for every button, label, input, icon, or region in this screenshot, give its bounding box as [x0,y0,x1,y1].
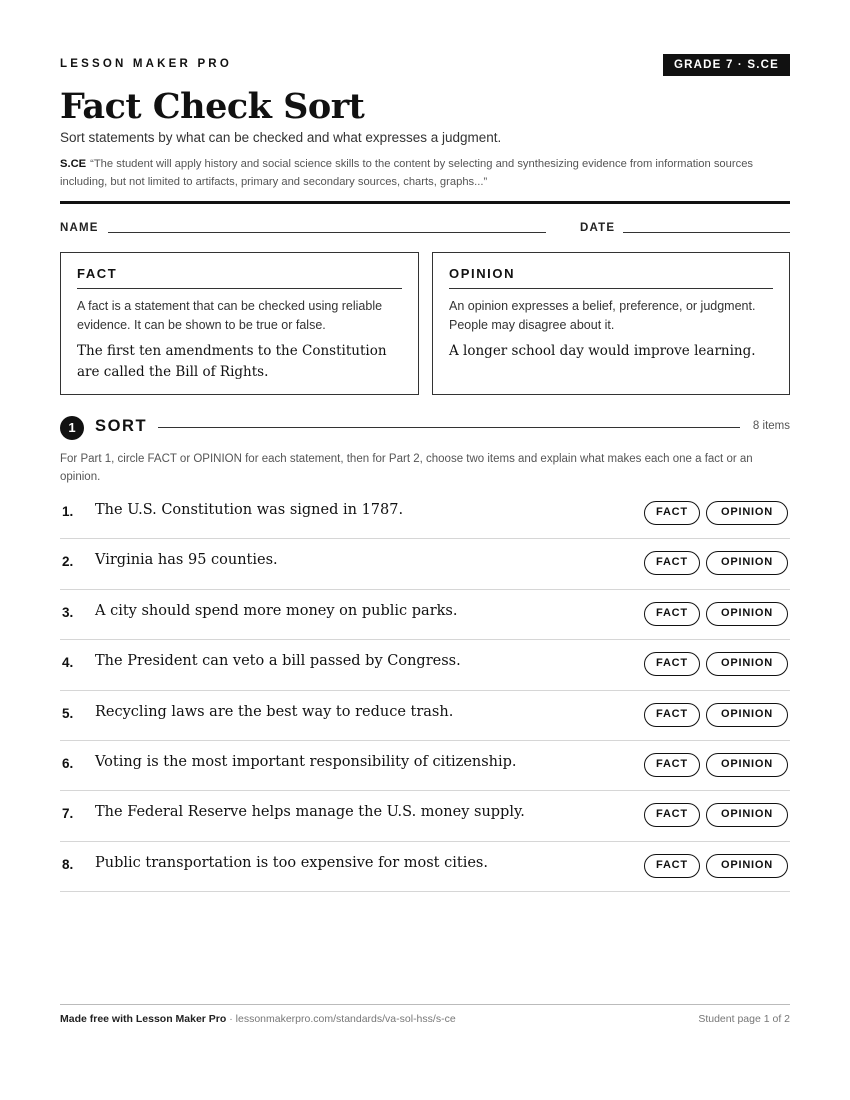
opinion-choice-button[interactable]: OPINION [706,602,788,626]
date-label: DATE [580,222,616,234]
fact-heading: FACT [77,266,402,289]
fact-choice-button[interactable]: FACT [644,753,700,777]
statement-item [60,741,790,791]
page-title: Fact Check Sort [60,86,365,127]
worksheet-page [60,0,790,1100]
name-field[interactable] [108,232,546,233]
statement-number: 4. [62,655,74,671]
statement-list [60,489,790,892]
header-divider [60,201,790,204]
section-number-badge: 1 [60,416,84,440]
opinion-choice-button[interactable]: OPINION [706,753,788,777]
date-field[interactable] [623,232,790,233]
statement-number: 1. [62,504,74,519]
grade-badge: GRADE 7 · S.CE [663,54,790,76]
standard-statement [60,156,790,191]
fact-choice-button[interactable]: FACT [644,803,700,827]
statement-number: 3. [62,604,74,620]
statement-number: 5. [62,705,74,721]
opinion-choice-button[interactable]: OPINION [706,501,788,525]
fact-definition-box [60,252,419,395]
footer-credit [60,1013,456,1025]
statement-number: 6. [62,755,74,771]
statement-text: Public transportation is too expensive for most cities. [95,854,488,871]
opinion-example: A longer school day would improve learning. [449,343,756,359]
statement-text: The U.S. Constitution was signed in 1787. [95,502,404,518]
name-date-row [60,222,790,236]
opinion-choice-button[interactable]: OPINION [706,703,788,727]
fact-definition: A fact is a statement that can be checked using reliable evidence. It can be shown to be true or false. [77,299,383,332]
fact-choice-button[interactable]: FACT [644,551,700,575]
opinion-definition-box [432,252,790,395]
statement-text: The Federal Reserve helps manage the U.S. money supply. [95,804,525,821]
name-label: NAME [60,222,99,234]
section-header [60,416,790,440]
statement-text: Voting is the most important responsibility of citizenship. [95,753,517,770]
standard-code: S.CE [60,158,87,170]
statement-number: 2. [62,554,74,570]
statement-number: 8. [62,856,74,872]
opinion-definition: An opinion expresses a belief, preference, or judgment. People may disagree about it. [449,299,756,332]
opinion-choice-button[interactable]: OPINION [706,854,788,878]
opinion-heading: OPINION [449,266,773,289]
statement-item [60,791,790,841]
footer-made-with: Made free with Lesson Maker Pro [60,1013,227,1025]
statement-item [60,489,790,539]
opinion-choice-button[interactable]: OPINION [706,803,788,827]
statement-text: Virginia has 95 counties. [95,552,278,569]
statement-item [60,842,790,892]
fact-choice-button[interactable]: FACT [644,703,700,727]
section-instructions: For Part 1, circle FACT or OPINION for each statement, then for Part 2, choose two items and explain what makes each one a fact or an opinion. [60,453,753,483]
opinion-choice-button[interactable]: OPINION [706,652,788,676]
footer-page-number: Student page 1 of 2 [698,1013,790,1025]
fact-example: The first ten amendments to the Constitution are called the Bill of Rights. [77,343,387,380]
statement-item [60,691,790,741]
footer-divider [60,1004,790,1005]
statement-text: The President can veto a bill passed by Congress. [95,653,461,670]
section-title: SORT [95,417,148,435]
footer-separator: · [226,1013,236,1025]
fact-choice-button[interactable]: FACT [644,854,700,878]
fact-choice-button[interactable]: FACT [644,652,700,676]
opinion-choice-button[interactable]: OPINION [706,551,788,575]
fact-choice-button[interactable]: FACT [644,602,700,626]
brand-name: LESSON MAKER PRO [60,58,232,70]
statement-item [60,539,790,589]
page-subtitle: Sort statements by what can be checked and what expresses a judgment. [60,130,502,145]
statement-text: Recycling laws are the best way to reduce trash. [95,703,454,720]
item-count: 8 items [752,420,790,432]
statement-text: A city should spend more money on public parks. [95,602,458,619]
footer-url[interactable]: lessonmakerpro.com/standards/va-sol-hss/s-ce [235,1013,456,1025]
standard-text: “The student will apply history and social science skills to the content by selecting and synthesizing evidence from information sources including, but not limited to artifacts, primary and secondary sources, charts, graphs...” [60,158,754,188]
fact-choice-button[interactable]: FACT [644,501,700,525]
section-divider [158,427,740,428]
statement-item [60,590,790,640]
statement-item [60,640,790,690]
statement-number: 7. [62,806,74,822]
